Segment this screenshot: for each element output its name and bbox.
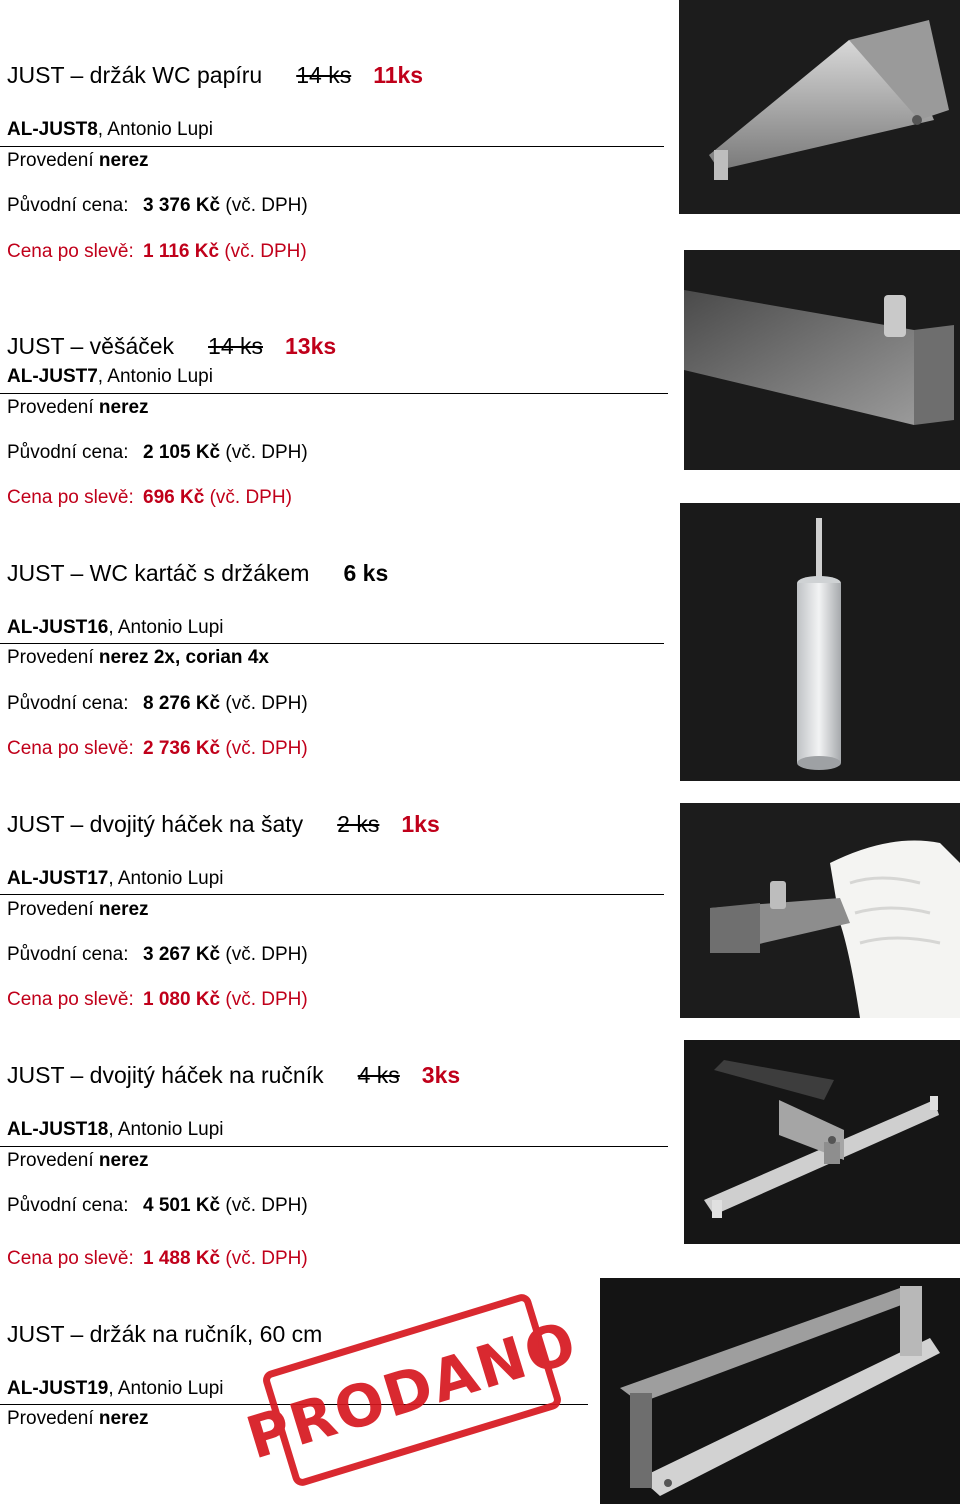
finish-value: nerez — [98, 899, 149, 920]
original-price-line — [7, 1194, 308, 1218]
product-photo-towel-double-hook — [684, 1040, 960, 1244]
product-code-line — [7, 616, 224, 640]
vat-note: (vč. DPH) — [224, 241, 307, 262]
product-title — [7, 61, 423, 89]
sale-price-label: Cena po slevě: — [7, 738, 134, 759]
vat-note: (vč. DPH) — [225, 944, 308, 965]
sale-price-label: Cena po slevě: — [7, 487, 134, 508]
vat-note: (vč. DPH) — [225, 1248, 308, 1269]
finish-line — [7, 898, 149, 922]
product-photo-towel-holder-60cm — [600, 1278, 960, 1504]
product-code: AL-JUST8 — [7, 119, 98, 140]
new-quantity: 11ks — [373, 62, 424, 88]
original-price-line — [7, 692, 308, 716]
new-quantity: 3ks — [421, 1062, 461, 1088]
finish-label: Provedení — [7, 150, 94, 171]
product-name: JUST – věšáček — [7, 333, 175, 359]
original-price: 3 376 Kč — [143, 195, 221, 216]
product-title — [7, 1320, 322, 1348]
vat-note: (vč. DPH) — [225, 195, 308, 216]
sale-price: 2 736 Kč — [143, 738, 221, 759]
new-quantity: 13ks — [285, 333, 337, 359]
finish-label: Provedení — [7, 899, 94, 920]
finish-extra: 2x, corian 4x — [148, 647, 269, 668]
product-name: JUST – dvojitý háček na šaty — [7, 811, 304, 837]
product-title — [7, 810, 440, 838]
sale-price-line — [7, 737, 308, 761]
product-code-line — [7, 118, 213, 142]
product-code-line — [7, 365, 213, 389]
divider — [0, 146, 664, 147]
old-quantity: 14 ks — [208, 333, 264, 359]
product-code: AL-JUST17 — [7, 868, 109, 889]
original-price-label: Původní cena: — [7, 442, 129, 463]
original-price: 4 501 Kč — [143, 1195, 221, 1216]
vat-note: (vč. DPH) — [225, 738, 308, 759]
product-code: AL-JUST19 — [7, 1378, 109, 1399]
finish-label: Provedení — [7, 1150, 94, 1171]
vat-note: (vč. DPH) — [225, 1195, 308, 1216]
old-quantity: 4 ks — [357, 1062, 400, 1088]
sale-price-line — [7, 1247, 308, 1271]
sale-price: 1 116 Kč — [143, 241, 220, 262]
original-price: 3 267 Kč — [143, 944, 221, 965]
product-photo-hook — [684, 250, 960, 470]
product-title — [7, 332, 336, 360]
sale-price-line — [7, 486, 292, 510]
original-price-label: Původní cena: — [7, 195, 129, 216]
finish-label: Provedení — [7, 647, 94, 668]
original-price-line — [7, 194, 308, 218]
original-price-line — [7, 441, 308, 465]
original-price: 8 276 Kč — [143, 693, 221, 714]
sale-price-label: Cena po slevě: — [7, 1248, 134, 1269]
original-price: 2 105 Kč — [143, 442, 221, 463]
sale-price-line — [7, 988, 308, 1012]
product-code: AL-JUST18 — [7, 1119, 109, 1140]
old-quantity: 2 ks — [337, 811, 380, 837]
sold-stamp-text: PRODANO — [261, 1292, 564, 1489]
finish-line — [7, 1407, 149, 1431]
vat-note: (vč. DPH) — [225, 442, 308, 463]
vat-note: (vč. DPH) — [225, 693, 308, 714]
finish-value: nerez — [98, 647, 149, 668]
finish-label: Provedení — [7, 1408, 94, 1429]
product-code-line — [7, 867, 224, 891]
product-code-line — [7, 1118, 224, 1142]
finish-value: nerez — [98, 397, 149, 418]
vat-note: (vč. DPH) — [225, 989, 308, 1010]
divider — [0, 393, 668, 394]
product-title — [7, 1061, 460, 1089]
quantity: 6 ks — [343, 560, 389, 586]
sale-price: 1 488 Kč — [143, 1248, 221, 1269]
old-quantity: 14 ks — [296, 62, 352, 88]
finish-value: nerez — [98, 150, 149, 171]
product-name: JUST – WC kartáč s držákem — [7, 560, 310, 586]
new-quantity: 1ks — [401, 811, 440, 837]
sale-price-label: Cena po slevě: — [7, 241, 134, 262]
finish-line — [7, 1149, 149, 1173]
product-title — [7, 559, 388, 587]
product-name: JUST – dvojitý háček na ručník — [7, 1062, 324, 1088]
original-price-label: Původní cena: — [7, 693, 129, 714]
designer: , Antonio Lupi — [108, 868, 224, 889]
sale-price: 696 Kč — [143, 487, 205, 508]
finish-line — [7, 646, 269, 670]
divider — [0, 1146, 668, 1147]
finish-value: nerez — [98, 1408, 149, 1429]
designer: , Antonio Lupi — [108, 1378, 224, 1399]
product-photo-wc-paper-holder — [679, 0, 960, 214]
designer: , Antonio Lupi — [97, 119, 213, 140]
product-code-line — [7, 1377, 224, 1401]
product-code: AL-JUST7 — [7, 366, 98, 387]
designer: , Antonio Lupi — [108, 617, 224, 638]
finish-value: nerez — [98, 1150, 149, 1171]
original-price-label: Původní cena: — [7, 1195, 129, 1216]
sale-price: 1 080 Kč — [143, 989, 221, 1010]
product-photo-double-hook — [680, 803, 960, 1018]
sale-price-label: Cena po slevě: — [7, 989, 134, 1010]
designer: , Antonio Lupi — [97, 366, 213, 387]
product-code: AL-JUST16 — [7, 617, 109, 638]
finish-line — [7, 149, 149, 173]
designer: , Antonio Lupi — [108, 1119, 224, 1140]
sale-price-line — [7, 240, 307, 264]
finish-label: Provedení — [7, 397, 94, 418]
finish-line — [7, 396, 149, 420]
original-price-line — [7, 943, 308, 967]
original-price-label: Původní cena: — [7, 944, 129, 965]
divider — [0, 643, 664, 644]
vat-note: (vč. DPH) — [209, 487, 292, 508]
product-name: JUST – držák na ručník, 60 cm — [7, 1321, 323, 1347]
divider — [0, 894, 664, 895]
product-name: JUST – držák WC papíru — [7, 62, 263, 88]
product-photo-wc-brush — [680, 503, 960, 781]
